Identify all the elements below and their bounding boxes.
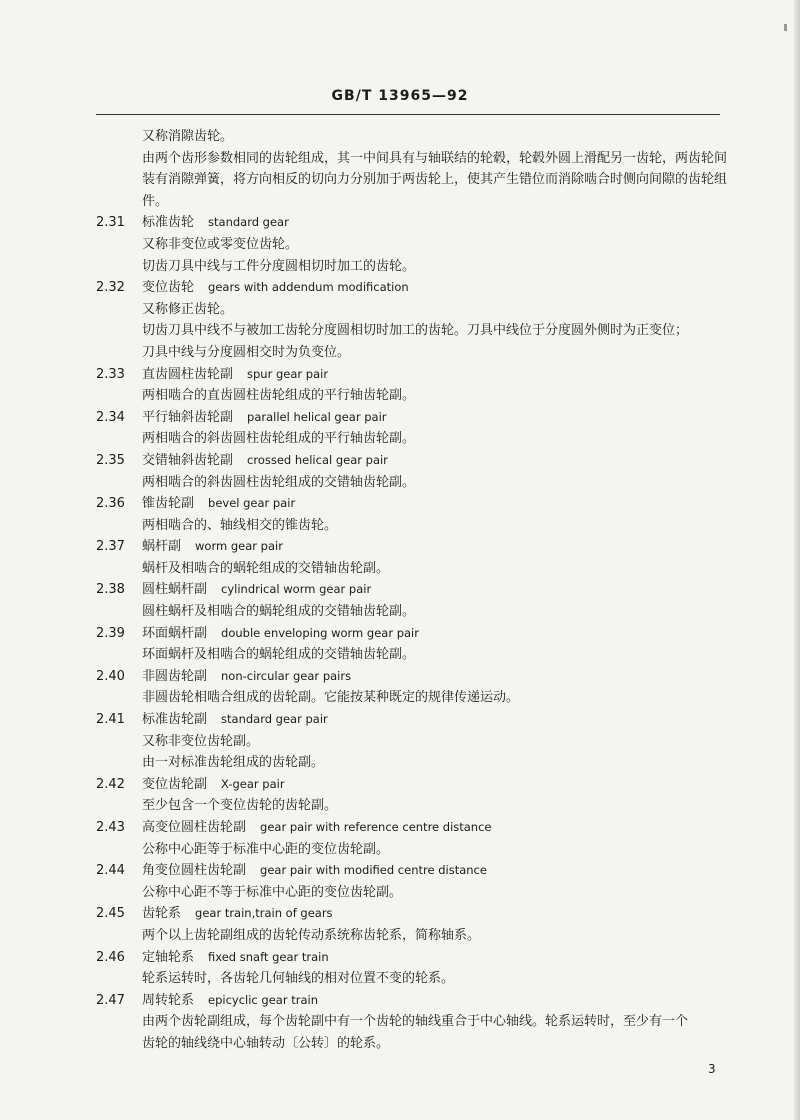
entry-term-en: crossed helical gear pair (247, 452, 388, 467)
entry-heading (96, 493, 736, 515)
entry-heading (96, 407, 736, 429)
entry-heading (96, 277, 736, 299)
entry-term-zh: 交错轴斜齿轮副 (142, 452, 234, 468)
entry-text-line: 两相啮合的直齿圆柱齿轮组成的平行轴齿轮副。 (142, 388, 416, 404)
entry-heading (96, 666, 736, 688)
entry-heading (96, 903, 736, 925)
entry-term-en: spur gear pair (247, 366, 329, 381)
entry-number: 2.44 (96, 863, 125, 879)
entry-term-en: epicyclic gear train (208, 992, 318, 1007)
entry-term-en: gear pair with modified centre distance (260, 863, 487, 878)
entry-number: 2.43 (96, 820, 125, 835)
entry-text-line: 公称中心距等于标准中心距的变位齿轮副。 (142, 841, 390, 857)
entry-term-zh: 定轴轮系 (142, 949, 195, 965)
entry-number: 2.35 (96, 452, 125, 468)
entry-number: 2.31 (96, 215, 125, 231)
entry-text-line: 又称非变位齿轮副。 (142, 733, 260, 749)
entry-heading (96, 536, 736, 558)
entry-term-zh: 变位齿轮副 (142, 776, 208, 792)
page-header: GB/T 13965—92 (331, 88, 469, 104)
entry-heading (96, 947, 736, 969)
page-number: 3 (708, 1062, 716, 1076)
entry-text-line: 公称中心距不等于标准中心距的变位齿轮副。 (142, 884, 403, 900)
entry-number: 2.39 (96, 625, 125, 641)
entry-text-line: 由一对标准齿轮组成的齿轮副。 (142, 755, 325, 771)
entry-text-line: 齿轮的轴线绕中心轴转动〔公转〕的轮系。 (142, 1035, 390, 1051)
entry-heading (96, 860, 736, 882)
entry-term-zh: 蜗杆副 (142, 539, 182, 555)
entry-term-zh: 圆柱蜗杆副 (142, 582, 208, 598)
entry-term-en: standard gear pair (221, 712, 328, 727)
header-rule (96, 114, 720, 115)
entry-heading (96, 990, 736, 1012)
entry-text-line: 切齿刀具中线与工件分度圆相切时加工的齿轮。 (142, 258, 416, 274)
entry-term-zh: 标准齿轮 (142, 215, 195, 231)
entry-text-line: 蜗杆及相啮合的蜗轮组成的交错轴齿轮副。 (142, 560, 390, 576)
entry-term-zh: 直齿圆柱齿轮副 (142, 366, 234, 382)
entry-term-zh: 变位齿轮 (142, 280, 195, 296)
entry-number: 2.34 (96, 409, 125, 425)
entry-term-en: double enveloping worm gear pair (221, 625, 419, 640)
entry-text-line: 圆柱蜗杆及相啮合的蜗轮组成的交错轴齿轮副。 (142, 604, 416, 620)
entry-heading (96, 579, 736, 601)
entry-term-en: gear pair with reference centre distance (260, 820, 492, 834)
entry-term-en: fixed snaft gear train (208, 949, 329, 964)
intro-alias: 又称消隙齿轮。 (142, 129, 234, 144)
entry-number: 2.41 (96, 712, 125, 728)
entry-term-zh: 高变位圆柱齿轮副 (142, 820, 247, 835)
entry-text-line: 又称非变位或零变位齿轮。 (142, 236, 299, 252)
entry-heading (96, 774, 736, 796)
entry-heading (96, 364, 736, 386)
entry-number: 2.45 (96, 906, 125, 922)
entry-number: 2.36 (96, 496, 125, 512)
entry-text-line: 两相啮合的斜齿圆柱齿轮组成的交错轴齿轮副。 (142, 474, 416, 490)
entry-term-en: non-circular gear pairs (221, 668, 352, 683)
entry-heading (96, 212, 736, 234)
entry-term-zh: 环面蜗杆副 (142, 625, 208, 641)
entry-term-en: cylindrical worm gear pair (221, 582, 372, 597)
entry-term-zh: 周转轮系 (142, 992, 195, 1008)
entry-text-line: 由两个齿轮副组成，每个齿轮副中有一个齿轮的轴线重合于中心轴线。轮系运转时，至少有一个 (142, 1014, 689, 1030)
entry-heading (96, 450, 736, 472)
entry-term-en: bevel gear pair (208, 496, 296, 511)
entry-text-line: 至少包含一个变位齿轮的齿轮副。 (142, 798, 338, 814)
scan-edge (794, 0, 800, 1120)
entry-text-line: 刀具中线与分度圆相交时为负变位。 (142, 344, 351, 360)
entry-text-line: 两相啮合的斜齿圆柱齿轮组成的平行轴齿轮副。 (142, 431, 416, 447)
entry-number: 2.38 (96, 582, 125, 598)
entry-term-en: parallel helical gear pair (247, 409, 387, 424)
entry-term-zh: 标准齿轮副 (142, 712, 208, 728)
entry-term-zh: 齿轮系 (142, 906, 182, 922)
entry-number: 2.32 (96, 280, 125, 296)
entry-term-en: gears with addendum modification (208, 280, 409, 295)
entry-heading (96, 623, 736, 645)
entry-term-en: standard gear (208, 215, 289, 230)
entry-term-en: worm gear pair (195, 539, 283, 554)
entry-text-line: 环面蜗杆及相啮合的蜗轮组成的交错轴齿轮副。 (142, 647, 416, 663)
entry-text-line: 两个以上齿轮副组成的齿轮传动系统称齿轮系，简称轴系。 (142, 927, 481, 943)
glossary-body (96, 126, 736, 1055)
entry-number: 2.47 (96, 992, 125, 1008)
entry-heading (96, 709, 736, 731)
entry-term-en: gear train,train of gears (195, 906, 333, 921)
entry-term-zh: 平行轴斜齿轮副 (142, 409, 234, 425)
entry-term-en: X-gear pair (221, 776, 285, 791)
entry-text-line: 非圆齿轮相啮合组成的齿轮副。它能按某种既定的规律传递运动。 (142, 690, 520, 706)
entry-text-line: 两相啮合的、轴线相交的锥齿轮。 (142, 517, 338, 533)
entry-text-line: 轮系运转时，各齿轮几何轴线的相对位置不变的轮系。 (142, 971, 455, 987)
entry-number: 2.37 (96, 539, 125, 555)
entry-text-line: 又称修正齿轮。 (142, 301, 234, 317)
entry-text-line: 切齿刀具中线不与被加工齿轮分度圆相切时加工的齿轮。刀具中线位于分度圆外侧时为正变位； (142, 323, 689, 339)
scan-mark (784, 24, 787, 31)
entry-number: 2.42 (96, 776, 125, 792)
entry-number: 2.33 (96, 366, 125, 382)
entry-heading (96, 817, 736, 839)
intro-definition: 由两个齿形参数相同的齿轮组成，其一中间具有与轴联结的轮毂，轮毂外圆上滑配另一齿轮，两齿轮间装有消隙弹簧，将方向相反的切向力分别加于两齿轮上，使其产生错位而消除啮合时侧向间隙的齿轮组件。 (142, 150, 728, 209)
entry-term-zh: 角变位圆柱齿轮副 (142, 863, 247, 879)
entry-number: 2.40 (96, 668, 125, 684)
entry-number: 2.46 (96, 949, 125, 965)
entry-term-zh: 锥齿轮副 (142, 496, 195, 512)
entry-term-zh: 非圆齿轮副 (142, 668, 208, 684)
